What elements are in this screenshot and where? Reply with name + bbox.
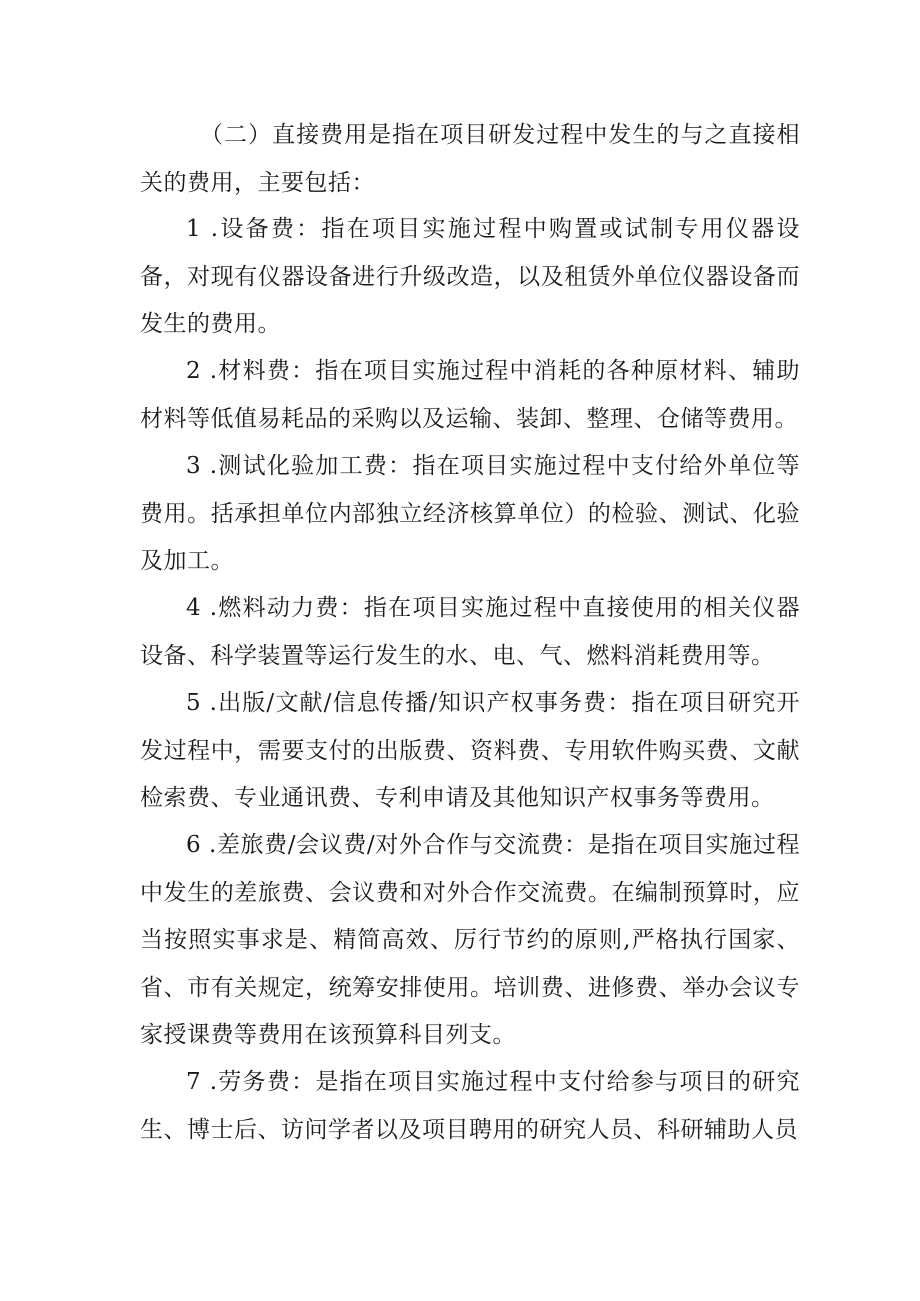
item-travel-meeting-fee: 6 .差旅费/会议费/对外合作与交流费：是指在项目实施过程中发生的差旅费、会议费和对外合作交流费。在编制预算时，应当按照实事求是、精简高效、厉行节约的原则,严格执行国家、省、市有关规定，统筹安排使用。培训费、进修费、举办会议专家授课费等费用在该预算科目列支。: [140, 832, 800, 1048]
item-equipment-fee: 1 .设备费：指在项目实施过程中购置或试制专用仪器设备，对现有仪器设备进行升级改造，以及租赁外单位仪器设备而发生的费用。: [140, 216, 800, 337]
item-material-fee: 2 .材料费：指在项目实施过程中消耗的各种原材料、辅助材料等低值易耗品的采购以及运输、装卸、整理、仓储等费用。: [140, 358, 800, 432]
item-publication-fee: 5 .出版/文献/信息传播/知识产权事务费：指在项目研究开发过程中，需要支付的出版费、资料费、专用软件购买费、文献检索费、专业通讯费、专利申请及其他知识产权事务等费用。: [140, 690, 800, 811]
item-fuel-power-fee: 4 .燃料动力费：指在项目实施过程中直接使用的相关仪器设备、科学装置等运行发生的水、电、气、燃料消耗费用等。: [140, 595, 800, 669]
item-labor-fee: 7 .劳务费：是指在项目实施过程中支付给参与项目的研究生、博士后、访问学者以及项目聘用的研究人员、科研辅助人员: [140, 1069, 800, 1143]
item-testing-fee: 3 .测试化验加工费：指在项目实施过程中支付给外单位等费用。括承担单位内部独立经济核算单位）的检验、测试、化验及加工。: [140, 453, 800, 574]
intro-paragraph: （二）直接费用是指在项目研发过程中发生的与之直接相关的费用，主要包括：: [140, 122, 800, 196]
